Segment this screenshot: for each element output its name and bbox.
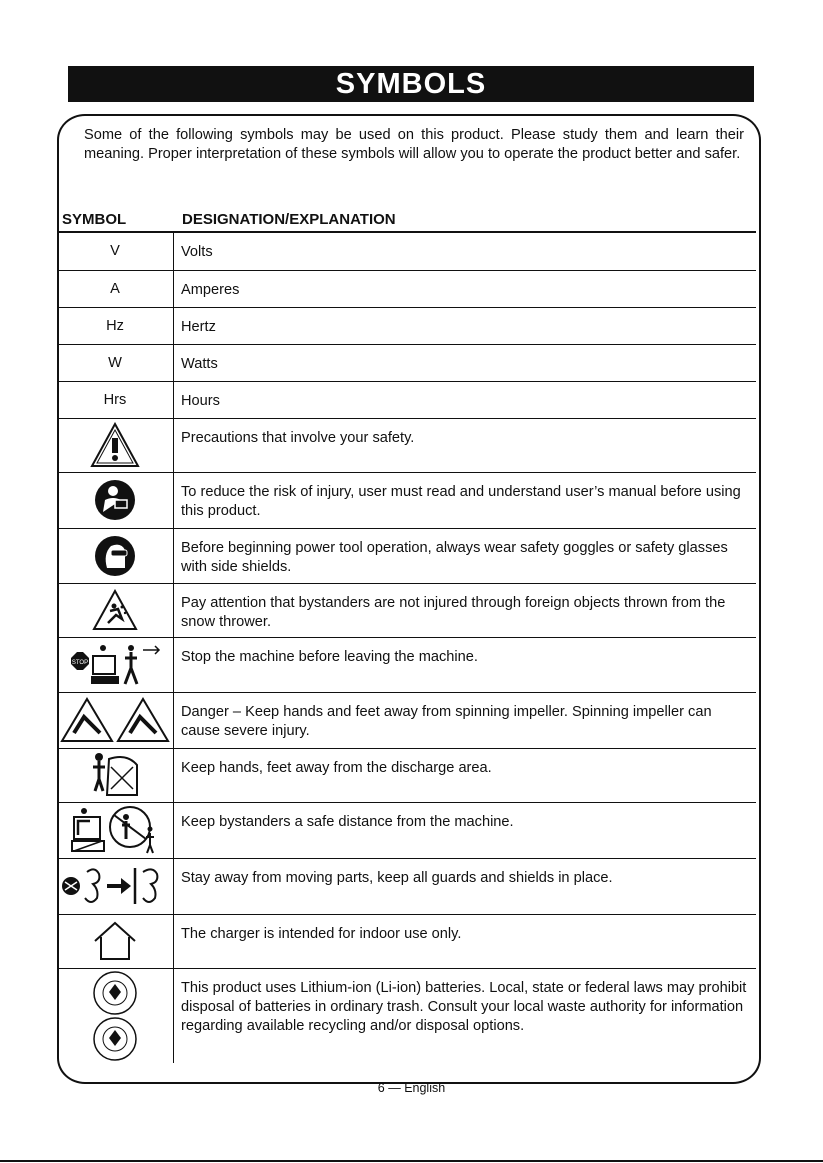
bottom-rule (0, 1160, 823, 1162)
table-row (57, 381, 756, 418)
explanation-cell: Keep hands, feet away from the discharge area. (174, 748, 757, 802)
explanation-cell: Amperes (174, 270, 757, 307)
table-row (57, 692, 756, 748)
table-row (57, 418, 756, 472)
table-row (57, 968, 756, 1063)
explanation-cell: Before beginning power tool operation, always wear safety goggles or safety glasses with side shields. (174, 528, 757, 583)
page-footer: 6 — English (377, 1081, 446, 1095)
symbol-cell: W (57, 344, 174, 381)
explanation-cell: The charger is intended for indoor use only. (174, 914, 757, 968)
explanation-cell: Pay attention that bystanders are not injured through foreign objects thrown from the snow thrower. (174, 583, 757, 637)
bystanders-distance-icon (70, 805, 160, 855)
table-row (57, 802, 756, 858)
table-row (57, 914, 756, 968)
indoor-use-icon (93, 921, 137, 961)
safety-alert-icon (90, 422, 140, 468)
symbol-cell: Hrs (57, 381, 174, 418)
table-row (57, 270, 756, 307)
explanation-cell: Stay away from moving parts, keep all guards and shields in place. (174, 858, 757, 914)
explanation-cell: Keep bystanders a safe distance from the machine. (174, 802, 757, 858)
explanation-cell: Precautions that involve your safety. (174, 418, 757, 472)
table-row (57, 637, 756, 692)
recycle-battery-icon (90, 970, 140, 1062)
table-row (57, 472, 756, 528)
table-row (57, 307, 756, 344)
eye-protection-icon (93, 534, 137, 578)
explanation-cell: Hertz (174, 307, 757, 344)
symbol-cell: Hz (57, 307, 174, 344)
designation-column-header: DESIGNATION/EXPLANATION (182, 211, 396, 228)
table-row (57, 748, 756, 802)
stop-machine-icon (63, 640, 167, 690)
impeller-danger-icon (60, 697, 170, 743)
explanation-cell: Watts (174, 344, 757, 381)
explanation-cell: To reduce the risk of injury, user must read and understand user’s manual before using this product. (174, 472, 757, 528)
page-title: SYMBOLS (68, 66, 754, 102)
table-row (57, 528, 756, 583)
svg-text:STOP: STOP (71, 659, 89, 666)
explanation-cell: Hours (174, 381, 757, 418)
table-row (57, 233, 756, 270)
symbol-cell: V (57, 233, 174, 270)
moving-parts-icon (61, 864, 169, 908)
explanation-cell: Stop the machine before leaving the machine. (174, 637, 757, 692)
table-row (57, 583, 756, 637)
discharge-area-icon (87, 749, 143, 801)
explanation-cell: Danger – Keep hands and feet away from spinning impeller. Spinning impeller can cause severe injury. (174, 692, 757, 748)
symbol-column-header: SYMBOL (62, 211, 127, 228)
thrown-objects-icon (92, 589, 138, 631)
symbol-cell: A (57, 270, 174, 307)
symbols-table (57, 233, 756, 1063)
explanation-cell: This product uses Lithium-ion (Li-ion) batteries. Local, state or federal laws may prohibit disposal of batteries in ordinary trash. Consult your local waste authority for information regarding available recycling and/or disposal options. (181, 979, 747, 1034)
explanation-cell: Volts (174, 233, 757, 270)
intro-paragraph: Some of the following symbols may be used on this product. Please study them and learn their meaning. Proper interpretation of these symbols will allow you to operate the product better and safer. (84, 127, 744, 162)
table-row (57, 344, 756, 381)
read-manual-icon (93, 478, 137, 522)
table-row (57, 858, 756, 914)
